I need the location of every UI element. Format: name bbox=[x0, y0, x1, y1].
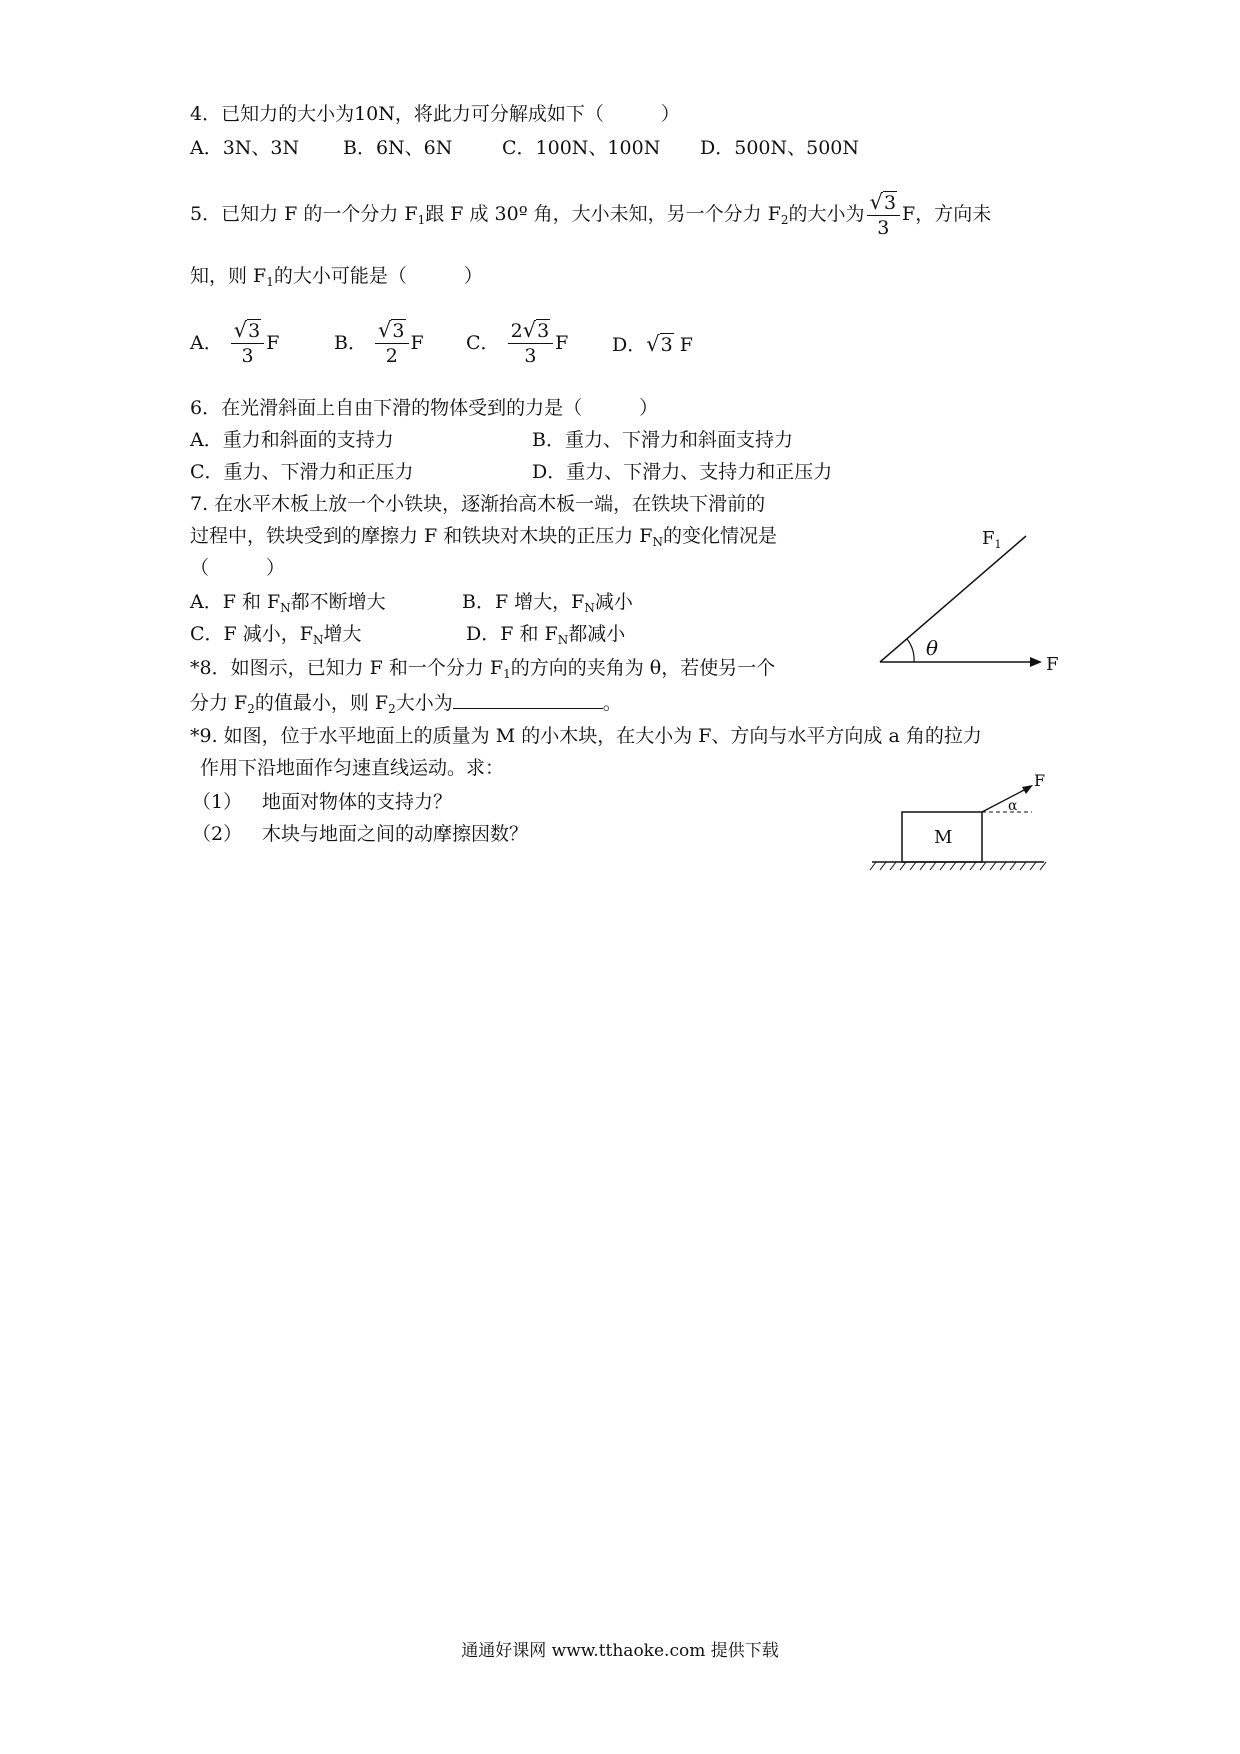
q6-option-d: D．重力、下滑力、支持力和正压力 bbox=[532, 461, 833, 483]
q8-force-diagram bbox=[870, 520, 1070, 680]
q5-stem-continued: 知，则 $F_1$的大小可能是（ ） bbox=[190, 265, 483, 289]
q7-option-c: C．F 减小，$F_N$增大 bbox=[190, 623, 362, 647]
q9-line1: *9. 如图，位于水平地面上的质量为 M 的小木块，在大小为 F、方向与水平方向成 a 角的拉力 bbox=[190, 725, 982, 747]
q8-line2: 分力 $F_2$的值最小，则 $F_2$大小为 。 bbox=[190, 692, 622, 716]
q6-option-b: B．重力、下滑力和斜面支持力 bbox=[532, 429, 793, 451]
theta-label: θ bbox=[926, 636, 939, 660]
q5-stem: 5．已知力 F 的一个分力 $F_1$跟 F 成 30º 角，大小未知，另一个分力 $F_2$的大小为 $\frac{√3}{3}$ F，方向未 bbox=[190, 190, 992, 239]
q4-option-d: D．500N、500N bbox=[700, 137, 860, 159]
q7-option-b: B．F 增大，$F_N$减小 bbox=[462, 591, 633, 615]
q4-option-a: A．3N、3N bbox=[190, 137, 300, 159]
q5-option-c: C． $\frac{2√3}{3}$ F bbox=[466, 318, 569, 367]
q4-stem: 4．已知力的大小为10N，将此力可分解成如下（ ） bbox=[190, 103, 680, 125]
q7-line1: 7. 在水平木板上放一个小铁块，逐渐抬高木板一端，在铁块下滑前的 bbox=[190, 493, 766, 515]
q4-option-b: B．6N、6N bbox=[343, 137, 453, 159]
f-arrowhead-icon bbox=[1030, 657, 1042, 667]
angle-arc bbox=[907, 639, 914, 662]
f1-vector-line bbox=[880, 536, 1026, 662]
q7-option-d: D．F 和 $F_N$都减小 bbox=[466, 623, 626, 647]
block-label: M bbox=[934, 827, 953, 848]
q8-answer-blank[interactable] bbox=[453, 690, 603, 709]
f1-label: $F_1$ bbox=[982, 528, 1002, 551]
q4-option-c: C．100N、100N bbox=[502, 137, 661, 159]
f-label: F bbox=[1046, 654, 1059, 675]
q6-option-a: A．重力和斜面的支持力 bbox=[190, 429, 394, 451]
q6-option-c: C．重力、下滑力和正压力 bbox=[190, 461, 414, 483]
ground-hatching bbox=[870, 862, 1046, 870]
force-arrowhead-icon bbox=[1022, 785, 1033, 794]
q8-line1: *8．如图示，已知力 F 和一个分力 $F_1$的方向的夹角为 θ，若使另一个 bbox=[190, 657, 776, 681]
q7-line2: 过程中，铁块受到的摩擦力 F 和铁块对木块的正压力 $F_N$的变化情况是 bbox=[190, 525, 778, 549]
q7-option-a: A．F 和 $F_N$都不断增大 bbox=[190, 591, 386, 615]
q5-option-a: A． $\frac{√3}{3}$ F bbox=[190, 318, 280, 367]
q5-option-d: D．√3 F bbox=[612, 332, 693, 356]
page-footer: 通通好课网 www.tthaoke.com 提供下载 bbox=[461, 1641, 779, 1661]
q9-line2: 作用下沿地面作匀速直线运动。求： bbox=[200, 757, 505, 779]
q5-fraction: $\frac{√3}{3}$ bbox=[867, 190, 900, 240]
force-label: F bbox=[1034, 771, 1046, 790]
q5-options bbox=[0, 318, 1240, 382]
alpha-label: α bbox=[1008, 798, 1018, 814]
q5-option-b: B． $\frac{√3}{2}$ F bbox=[334, 318, 424, 367]
force-vector-line bbox=[982, 788, 1028, 812]
q9-block-diagram bbox=[868, 770, 1068, 880]
q7-line3: （ ） bbox=[190, 557, 286, 579]
q6-stem: 6．在光滑斜面上自由下滑的物体受到的力是（ ） bbox=[190, 397, 659, 419]
